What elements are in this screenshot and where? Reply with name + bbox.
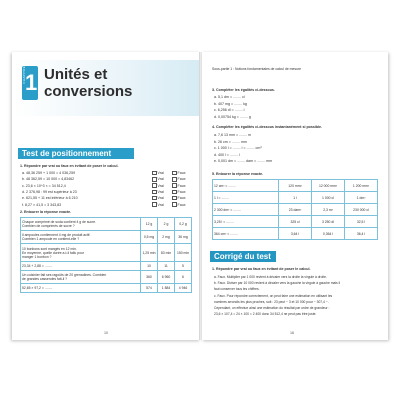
faux-label: Faux: [177, 171, 186, 175]
q2-choice[interactable]: 1 884: [158, 283, 175, 292]
section-title-test: Test de positionnement: [18, 148, 134, 159]
faux-option[interactable]: [172, 183, 186, 189]
q2-choice[interactable]: 11: [158, 262, 175, 271]
q5-choice[interactable]: 0,364 l: [312, 228, 345, 240]
q5-choice[interactable]: 3 250 dl: [312, 216, 345, 228]
faux-label: Faux: [177, 183, 186, 188]
q2-choice[interactable]: 1,25 min: [141, 244, 158, 262]
q2-table: [20, 217, 192, 293]
q2-question-line: En moyenne, quelle durée a-t-il fallu pour: [22, 250, 85, 255]
q5-row: [213, 216, 378, 228]
q2-choice[interactable]: 10: [141, 262, 158, 271]
q2-row: [21, 270, 192, 283]
checkbox-icon: [172, 183, 177, 188]
q3-item: b. 407 mg = ........ kg: [214, 101, 247, 106]
q3-item: d. 0,00754 kg = ........ g: [214, 114, 251, 119]
q2-choice[interactable]: 6 960: [158, 270, 175, 283]
q2-question: [21, 231, 141, 244]
left-page: [12, 52, 200, 340]
q2-choice[interactable]: 83 min: [158, 244, 175, 262]
q2-question-line: manger 1 bonbon ?: [22, 254, 52, 259]
vrai-label: Vrai: [157, 202, 164, 207]
q5-choice[interactable]: 12 000 mm³: [312, 180, 345, 192]
right-page: [202, 52, 388, 340]
q2-choice[interactable]: 6: [175, 270, 192, 283]
q5-table: [212, 179, 378, 240]
q2-choice[interactable]: 360: [141, 270, 158, 283]
q2-row: [21, 283, 192, 292]
checkbox-icon: [172, 190, 177, 195]
chapter-title: [44, 66, 132, 100]
q2-question-line: 52,65 × 97,2 = ........: [22, 285, 53, 290]
vrai-label: Vrai: [157, 183, 164, 188]
q1-title: 1. Répondre par vrai ou faux en évitant de poser le calcul.: [20, 164, 119, 168]
chapter-number: 1: [25, 70, 38, 95]
q2-question-line: Combien 1 ampoule en contient-elle ?: [22, 237, 80, 242]
checkbox-icon: [152, 171, 157, 176]
faux-label: Faux: [177, 202, 186, 207]
chapter-word: CHAPITRE: [22, 66, 26, 84]
q2-choice[interactable]: 574: [141, 283, 158, 292]
vrai-option[interactable]: [152, 170, 164, 176]
q1-item: c. 23,6 × 10^3 × = 34 512,4: [22, 183, 66, 188]
q5-choice[interactable]: 230 000 cl: [345, 204, 378, 216]
q2-choice[interactable]: 2 g: [158, 218, 175, 231]
q2-choice[interactable]: 5: [175, 262, 192, 271]
q2-question: [21, 283, 141, 292]
faux-label: Faux: [177, 189, 186, 194]
q4-item: e. 0,001 dm = ........ dam = ........ mm: [214, 159, 273, 164]
corrige-line: 23,6 × 107,4 ≈ 24 × 100 = 2 400 donc 34 512,4 ne peut pas être juste.: [214, 312, 317, 317]
q5-choice[interactable]: 1 dm³: [345, 192, 378, 204]
checkbox-icon: [172, 177, 177, 182]
q3-title: 3. Compléter les égalités ci-dessous.: [212, 88, 275, 92]
q2-choice[interactable]: 0,2 g: [175, 218, 192, 231]
vrai-label: Vrai: [157, 177, 164, 182]
q5-choice[interactable]: 1 200 mm³: [345, 180, 378, 192]
q2-question: [21, 244, 141, 262]
vrai-option[interactable]: [152, 189, 164, 195]
q2-question-line: 23,34 + 2,88 = ........: [22, 263, 53, 268]
q2-question: [21, 262, 141, 271]
faux-option[interactable]: [172, 202, 186, 208]
q2-choice[interactable]: 2 mg: [158, 231, 175, 244]
checkbox-icon: [152, 177, 157, 182]
checkbox-icon: [152, 190, 157, 195]
q5-row: [213, 204, 378, 216]
corrige-line: a. Faux. Multiplier par 1 000 revient à décaler vers la droite la virgule à droite.: [214, 275, 327, 279]
q1-item: d. 2 376,98 : 99 est supérieur à 23: [22, 189, 77, 194]
checkbox-icon: [172, 202, 177, 207]
q5-choice[interactable]: 120 mm³: [279, 180, 312, 192]
q2-choice[interactable]: 12 g: [141, 218, 158, 231]
corrige-line: nombres arrondis les plus proches, soit : 23 peut ~ 3 et 10 000 pour ~ 307,4 ~.: [214, 299, 329, 304]
q4-item: b. 26 cm = ........ mm: [214, 139, 247, 144]
q2-question: [21, 218, 141, 231]
q4-title: 4. Compléter les égalités ci-dessous instantanément si possible.: [212, 125, 323, 129]
q1-item: f. 8,27 × 41,5 = 3 343,83: [22, 202, 62, 207]
q5-choice[interactable]: 23 dam³: [279, 204, 312, 216]
q3-item: a. 5,1 dm = ........ cl: [214, 95, 245, 99]
q1-item: b. 48 362,59 = 10 000 = 4,83462: [22, 177, 75, 182]
faux-option[interactable]: [172, 195, 186, 201]
vrai-option[interactable]: [152, 202, 164, 208]
q5-choice[interactable]: 1 l: [279, 192, 312, 204]
q2-question-line: Chaque comprimé de soda contient 4 g de sucre.: [22, 220, 97, 225]
q5-choice[interactable]: 36,4 l: [345, 228, 378, 240]
checkbox-icon: [172, 171, 177, 176]
q5-question: 1 l = ........: [213, 192, 279, 204]
q4-item: a. 7,6 13 mm = ........ m: [214, 133, 252, 137]
corrige-line: c. Faux. Pour répondre correctement, on peut faire une estimation en utilisant les: [214, 293, 333, 298]
corrige-line: faut conserver tous les chiffres.: [214, 287, 260, 292]
q5-question: 12 cm³ = ........: [213, 180, 279, 192]
corrige-line: Cependant, on effectue ainsi une estimation du résultat par ordre de grandeur :: [214, 306, 330, 310]
q2-choice[interactable]: 36 mg: [175, 231, 192, 244]
right-page-number: 16: [290, 331, 294, 335]
q2-row: [21, 218, 192, 231]
checkbox-icon: [152, 202, 157, 207]
q5-choice[interactable]: 1 000 cl: [312, 192, 345, 204]
q2-question-line: Combien de comprimés de sucre ?: [22, 224, 75, 229]
q4-item: c. 1 000 l = ........ l = ........ cm³: [214, 146, 262, 151]
faux-label: Faux: [177, 196, 186, 201]
book-spread: [12, 52, 388, 340]
q2-question-line: Il ampoules contiennent 4 mg de produit actif.: [22, 233, 91, 238]
vrai-label: Vrai: [157, 196, 164, 201]
vrai-label: Vrai: [157, 171, 164, 175]
q2-choice[interactable]: 150 min: [175, 244, 192, 262]
q2-title: 2. Entourer la réponse exacte.: [20, 210, 72, 214]
vrai-option[interactable]: [152, 176, 164, 182]
q5-row: [213, 192, 378, 204]
faux-option[interactable]: [172, 176, 186, 182]
chapter-title-line2: conversions: [44, 83, 133, 100]
page-header: Sous-partie 1 : Notions fondamentales de calcul de mesure: [212, 67, 301, 71]
section-title-corrige: Corrigé du test: [210, 251, 276, 262]
q2-choice[interactable]: 4 946: [175, 283, 192, 292]
q5-question: 3,25 l = ........: [213, 216, 279, 228]
faux-label: Faux: [177, 177, 186, 182]
c1-title: 1. Répondre par vrai ou faux en évitant de poser le calcul.: [212, 267, 311, 271]
left-page-number: 10: [104, 331, 108, 335]
q5-title: 5. Entourer la réponse exacte.: [212, 172, 264, 176]
checkbox-icon: [152, 183, 157, 188]
chapter-title-line1: Unités et: [44, 66, 108, 83]
q5-question: 2 300 dm³ = ........: [213, 204, 279, 216]
q5-choice[interactable]: 2,3 m³: [312, 204, 345, 216]
q1-item: a. 48,36 259 + 1 000 = 4 036,259: [22, 171, 76, 175]
q2-question: [21, 270, 141, 283]
checkbox-icon: [172, 196, 177, 201]
q5-choice[interactable]: 32,5 l: [345, 216, 378, 228]
faux-option[interactable]: [172, 189, 186, 195]
q3-item: c. 6,256 dl = ........ l: [214, 108, 245, 113]
vrai-option[interactable]: [152, 195, 164, 201]
faux-option[interactable]: [172, 170, 186, 176]
q5-choice[interactable]: 325 cl: [279, 216, 312, 228]
q5-row: [213, 180, 378, 192]
q5-choice[interactable]: 3,64 l: [279, 228, 312, 240]
q5-question: 364 cm³ = ........: [213, 228, 279, 240]
q5-row: [213, 228, 378, 240]
q2-choice[interactable]: 0,5 mg: [141, 231, 158, 244]
q2-row: [21, 262, 192, 271]
q1-item: e. 621,55 + 11 est inférieur à 6 210: [22, 196, 78, 201]
q2-question-line: Un cuisinier fait ses ragoûts de 20 grenadines. Combien: [22, 272, 107, 277]
q2-row: [21, 244, 192, 262]
q4-item: d. 400 l = ........ l: [214, 152, 240, 157]
checkbox-icon: [152, 196, 157, 201]
vrai-label: Vrai: [157, 189, 164, 194]
q2-row: [21, 231, 192, 244]
q2-question-line: de grandes casseroles fait-il ?: [22, 276, 68, 281]
q2-question-line: 10 bonbons sont mangés en 12 min.: [22, 246, 77, 251]
vrai-option[interactable]: [152, 183, 164, 189]
corrige-line: b. Faux. Diviser par 10 000 revient à décaler vers la gauche la virgule à gauche mais il: [214, 281, 341, 286]
